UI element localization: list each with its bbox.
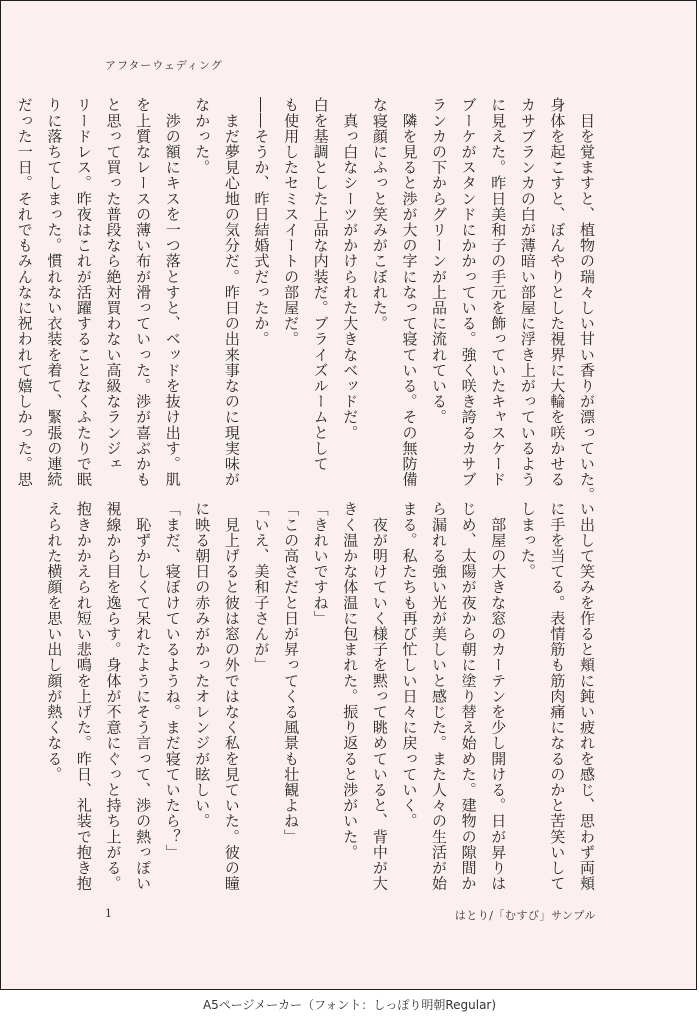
- text-line: 白を基調とした上品な内装だ。ブライズルームとして: [311, 97, 330, 472]
- text-line: だった一日。それでもみんなに祝われて嬉しかった。思: [15, 97, 34, 487]
- text-line: まる。私たちも再び忙しい日々に戻っていく。: [400, 501, 419, 829]
- text-line: 部屋の大きな窓のカーテンを少し開ける。日が昇りは: [489, 501, 508, 891]
- text-line: りに落ちてしまった。慣れない衣装を着て、緊張の連続: [45, 97, 64, 487]
- footer-credit: はとり/「むすび」サンプル: [454, 909, 596, 922]
- text-line: ブーケがスタンドにかかっている。強く咲き誇るカサブ: [459, 97, 478, 487]
- text-line: 渉の額にキスを一つ落とすと、ベッドを抜け出す。肌: [163, 97, 182, 487]
- text-line: しまった。: [518, 501, 537, 579]
- text-line: カサブランカの白が薄暗い部屋に浮き上がっているよう: [518, 97, 537, 487]
- text-line: 見上げると彼は窓の外ではなく私を見ていた。彼の瞳: [222, 501, 241, 891]
- caption: A5ページメーカー（フォント：しっぽり明朝Regular): [202, 998, 497, 1012]
- text-line: 隣を見ると渉が大の字になって寝ている。その無防備: [400, 97, 419, 487]
- text-line: 恥ずかしくて呆れたようにそう言って、渉の熱っぽい: [134, 501, 153, 891]
- text-line: 真っ白なシーツがかけられた大きなベッドだ。: [341, 97, 360, 441]
- body-text-upper: [15, 97, 601, 503]
- running-header: アフターウェディング: [105, 59, 223, 72]
- text-line: きく温かな体温に包まれた。振り返ると渉がいた。: [341, 501, 360, 860]
- text-line: 「この高さだと日が昇ってくる風景も壮観よね」: [282, 501, 301, 845]
- text-line: 夜が明けていく様子を黙って眺めていると、背中が大: [370, 501, 389, 891]
- text-line: 視線から目を逸らす。身体が不意にぐっと持ち上がる。: [104, 501, 123, 891]
- text-line: 「きれいですね」: [311, 501, 330, 626]
- text-line: なかった。: [193, 97, 212, 175]
- text-line: に手を当てる。表情筋も筋肉痛になるのかと苦笑いして: [548, 501, 567, 891]
- text-line: リードレス。昨夜はこれが活躍することなくふたりで眠: [74, 97, 93, 487]
- text-line: 目を覚ますと、植物の瑞々しい甘い香りが漂っていた。: [578, 97, 596, 503]
- text-line: ランカの下からグリーンが上品に流れている。: [430, 97, 449, 425]
- text-line: えられた横顔を思い出し顔が熱くなる。: [45, 501, 64, 782]
- text-line: 抱きかかえられ短い悲鳴を上げた。昨日、礼装で抱き抱: [74, 501, 93, 891]
- text-line: も使用したセミスイートの部屋だ。: [282, 97, 301, 347]
- text-line: と思って買った普段なら絶対買わない高級なランジェ: [104, 97, 123, 472]
- text-line: じめ、太陽が夜から朝に塗り替え始めた。建物の隙間か: [459, 501, 478, 891]
- text-line: 「まだ、寝ぼけているようね。まだ寝ていたら？」: [163, 501, 182, 860]
- text-line: に映る朝日の赤みがかったオレンジが眩しい。: [193, 501, 212, 829]
- text-line: ら漏れる強い光が美しいと感じた。また人々の生活が始: [430, 501, 449, 891]
- text-line: な寝顔にふっと笑みがこぼれた。: [370, 97, 389, 331]
- text-line: ――そうか、昨日結婚式だったか。: [252, 97, 271, 347]
- page-number: 1: [105, 907, 112, 920]
- text-line: い出して笑みを作ると頬に鈍い疲れを感じ、思わず両頬: [578, 501, 596, 891]
- text-line: を上質なレースの薄い布が滑っていった。渉が喜ぶかも: [134, 97, 153, 487]
- text-line: まだ夢見心地の気分だ。昨日の出来事なのに現実味が: [222, 97, 241, 487]
- text-line: 「いえ、美和子さんが」: [252, 501, 271, 673]
- text-line: に見えた。昨日美和子の手元を飾っていたキャスケード: [489, 97, 508, 487]
- text-line: 身体を起こすと、ぼんやりとした視界に大輪を咲かせる: [548, 97, 567, 487]
- body-text-lower: [45, 501, 601, 893]
